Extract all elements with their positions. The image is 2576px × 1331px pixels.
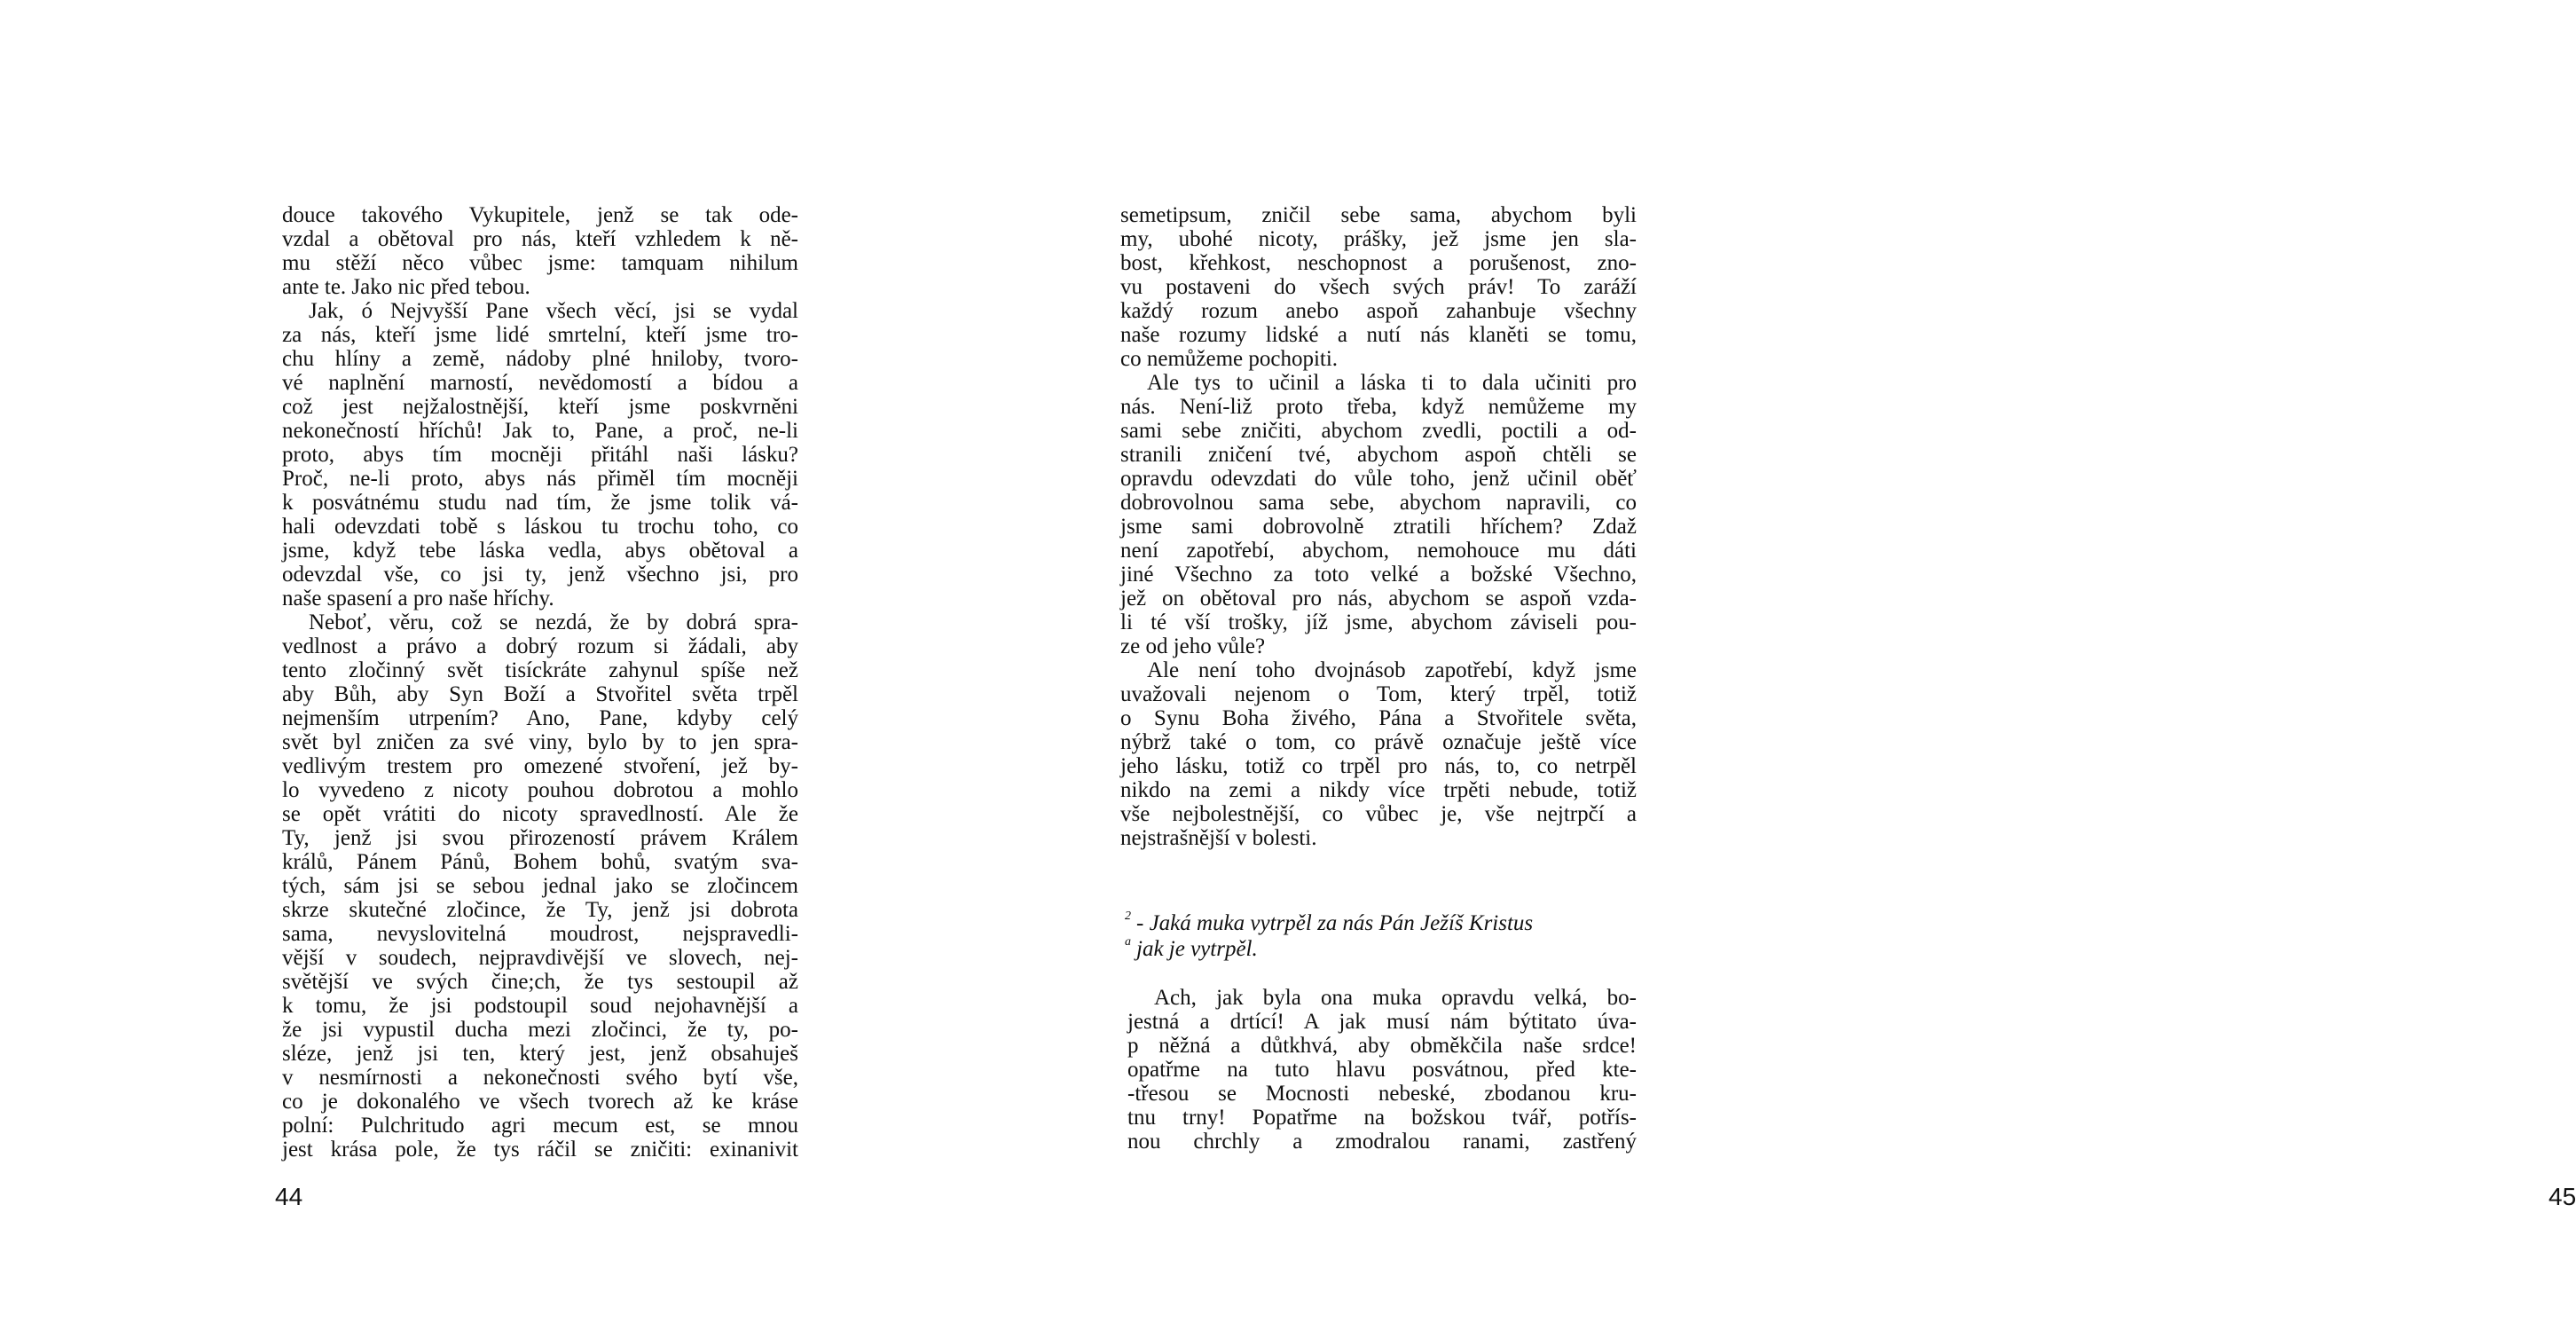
text-line: Proč, ne-li proto, abys nás přiměl tím mocněji [282, 467, 798, 491]
left-page [0, 0, 939, 1331]
heading-marker-top: 2 [1125, 910, 1131, 923]
section-heading [1125, 903, 1639, 961]
text-line: není zapotřebí, abychom, nemohouce mu dáti [1120, 539, 1637, 563]
text-line: jsme, když tebe láska vedla, abys obětoval a [282, 539, 798, 563]
text-line: opatřme na tuto hlavu posvátnou, před kte- [1127, 1058, 1637, 1082]
text-line: o Synu Boha živého, Pána a Stvořitele světa, [1120, 706, 1637, 730]
text-line: nekonečností hříchů! Jak to, Pane, a proč, ne-li [282, 419, 798, 443]
heading-line-1: - Jaká muka vytrpěl za nás Pán Ježíš Kristus [1136, 911, 1534, 935]
page-number-left: 44 [275, 1183, 303, 1210]
text-line: vější v soudech, nejpravdivější ve slovech, nej- [282, 946, 798, 970]
text-line: jestná a drtící! A jak musí nám býtitato úva- [1127, 1010, 1637, 1034]
text-line: vedlivým trestem pro omezené stvoření, jež by- [282, 754, 798, 778]
text-line: nou chrchly a zmodralou ranami, zastřený [1127, 1130, 1637, 1154]
text-line: skrze skutečné zločince, že Ty, jenž jsi dobrota [282, 898, 798, 922]
text-line: bost, křehkost, neschopnost a porušenost, zno- [1120, 251, 1637, 275]
text-line: odevzdal vše, co jsi ty, jenž všechno jsi, pro [282, 563, 798, 587]
text-line: proto, abys tím mocněji přitáhl naši lásku? [282, 443, 798, 467]
text-line: jest krása pole, že tys ráčil se zničiti: exinanivit [282, 1138, 798, 1162]
text-line: nýbrž také o tom, co právě označuje ještě více [1120, 730, 1637, 754]
text-line: hali odevzdati tobě s láskou tu trochu toho, co [282, 515, 798, 539]
text-line: jeho lásku, totiž co trpěl pro nás, to, co netrpěl [1120, 754, 1637, 778]
text-line: jež on obětoval pro nás, abychom se aspoň vzda- [1120, 587, 1637, 610]
text-line: nikdo na zemi a nikdy více trpěti nebude, totiž [1120, 778, 1637, 802]
text-line: uvažovali nejenom o Tom, který trpěl, totiž [1120, 682, 1637, 706]
text-line: jiné Všechno za toto velké a božské Všechno, [1120, 563, 1637, 587]
text-line: vé naplnění marností, nevědomostí a bídou a [282, 371, 798, 395]
text-line: chu hlíny a země, nádoby plné hniloby, tvoro- [282, 347, 798, 371]
text-line: Ach, jak byla ona muka opravdu velká, bo- [1154, 986, 1637, 1010]
text-line: králů, Pánem Pánů, Bohem bohů, svatým sva- [282, 850, 798, 874]
text-line: sami sebe zničiti, abychom zvedli, poctili a od- [1120, 419, 1637, 443]
text-line: opravdu odevzdati do vůle toho, jenž učinil oběť [1120, 467, 1637, 491]
text-line: co je dokonalého ve všech tvorech až ke kráse [282, 1090, 798, 1114]
text-line: nejstrašnější v bolesti. [1120, 826, 1317, 850]
text-line: naše spasení a pro naše hříchy. [282, 587, 554, 610]
text-line: co nemůžeme pochopiti. [1120, 347, 1339, 371]
text-line: tento zločinný svět tisíckráte zahynul spíše než [282, 658, 798, 682]
text-line: tnu trny! Popatřme na božskou tvář, potřís- [1127, 1106, 1637, 1130]
text-line: my, ubohé nicoty, prášky, jež jsme jen sla- [1120, 227, 1637, 251]
text-line: že jsi vypustil ducha mezi zločinci, že ty, po- [282, 1018, 798, 1042]
text-line: Jak, ó Nejvyšší Pane všech věcí, jsi se vydal [309, 299, 798, 323]
text-line: každý rozum anebo aspoň zahanbuje všechny [1120, 299, 1637, 323]
heading-marker-bottom: a [1125, 935, 1131, 949]
text-line: lo vyvedeno z nicoty pouhou dobrotou a mohlo [282, 778, 798, 802]
text-line: což jest nejžalostnější, kteří jsme poskvrněni [282, 395, 798, 419]
text-line: vše nejbolestnější, co vůbec je, vše nejtrpčí a [1120, 802, 1637, 826]
text-line: Neboť, věru, což se nezdá, že by dobrá spra- [309, 610, 798, 634]
text-line: nejmenším utrpením? Ano, Pane, kdyby celý [282, 706, 798, 730]
text-line: svět byl zničen za své viny, bylo by to jen spra- [282, 730, 798, 754]
text-line: -třesou se Mocnosti nebeské, zbodanou kru- [1127, 1082, 1637, 1106]
text-line: sama, nevyslovitelná moudrost, nejspravedli- [282, 922, 798, 946]
right-page-text [1120, 203, 1637, 850]
text-line: jsme sami dobrovolně ztratili hříchem? Zdaž [1120, 515, 1637, 539]
text-line: Ale není toho dvojnásob zapotřebí, když jsme [1147, 658, 1637, 682]
text-line: dobrovolnou sama sebe, abychom napravili, co [1120, 491, 1637, 515]
text-line: vedlnost a právo a dobrý rozum si žádali, aby [282, 634, 798, 658]
text-line: vzdal a obětoval pro nás, kteří vzhledem k ně- [282, 227, 798, 251]
text-line: se opět vrátiti do nicoty spravedlností. Ale že [282, 802, 798, 826]
text-line: za nás, kteří jsme lidé smrtelní, kteří jsme tro- [282, 323, 798, 347]
right-page-text-2 [1127, 986, 1637, 1154]
text-line: v nesmírnosti a nekonečnosti svého bytí vše, [282, 1066, 798, 1090]
heading-line-2: jak je vytrpěl. [1136, 937, 1258, 961]
text-line: polní: Pulchritudo agri mecum est, se mnou [282, 1114, 798, 1138]
text-line: mu stěží něco vůbec jsme: tamquam nihilum [282, 251, 798, 275]
text-line: stranili zničení tvé, abychom aspoň chtěli se [1120, 443, 1637, 467]
text-line: semetipsum, zničil sebe sama, abychom byli [1120, 203, 1637, 227]
text-line: douce takového Vykupitele, jenž se tak ode- [282, 203, 798, 227]
text-line: k posvátnému studu nad tím, že jsme tolik vá- [282, 491, 798, 515]
text-line: Ale tys to učinil a láska ti to dala učiniti pro [1147, 371, 1637, 395]
page-number-right: 45 [2549, 1183, 2576, 1210]
text-line: ze od jeho vůle? [1120, 634, 1266, 658]
text-line: naše rozumy lidské a nutí nás klaněti se tomu, [1120, 323, 1637, 347]
right-page [939, 0, 2576, 1331]
text-line: ante te. Jako nic před tebou. [282, 275, 530, 299]
text-line: sléze, jenž jsi ten, který jest, jenž obsahuješ [282, 1042, 798, 1066]
left-page-text [282, 203, 798, 1162]
text-line: aby Bůh, aby Syn Boží a Stvořitel světa trpěl [282, 682, 798, 706]
text-line: tých, sám jsi se sebou jednal jako se zločincem [282, 874, 798, 898]
text-line: Ty, jenž jsi svou přirozeností právem Králem [282, 826, 798, 850]
text-line: p něžná a důtkhvá, aby obměkčila naše srdce! [1127, 1034, 1637, 1058]
text-line: li té vší trošky, jíž jsme, abychom záviseli pou- [1120, 610, 1637, 634]
text-line: nás. Není-liž proto třeba, když nemůžeme my [1120, 395, 1637, 419]
text-line: k tomu, že jsi podstoupil soud nejohavnější a [282, 994, 798, 1018]
text-line: vu postaveni do všech svých práv! To zaráží [1120, 275, 1637, 299]
text-line: světější ve svých čine;ch, že tys sestoupil až [282, 970, 798, 994]
